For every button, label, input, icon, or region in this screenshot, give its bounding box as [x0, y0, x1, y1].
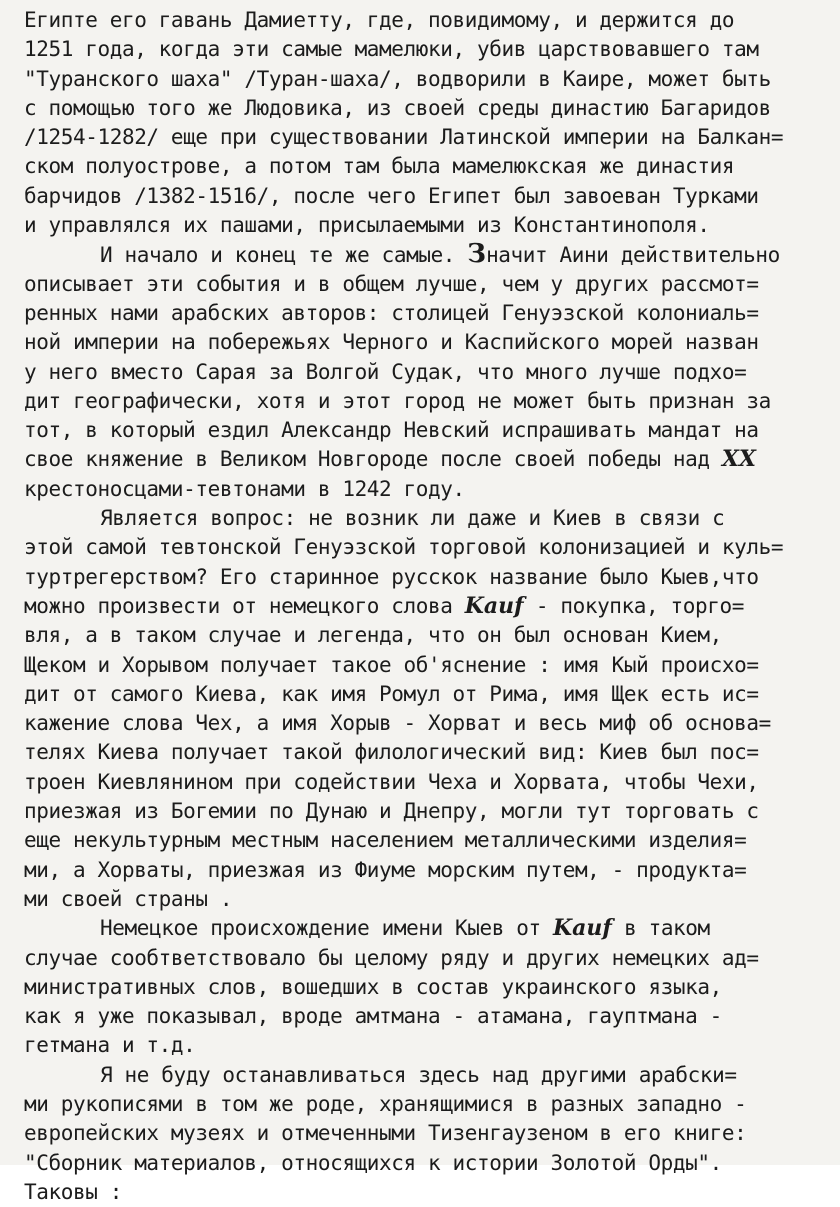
paragraph-first-line: Я не буду останавливаться здесь над другими арабски= — [100, 1062, 737, 1087]
text-line — [24, 592, 836, 621]
text-line: ми своей страны . — [24, 886, 233, 911]
text-line: ной империи на побережьях Черного и Каспийского морей назван — [24, 330, 759, 355]
text-line: министративных слов, вошедших в состав украинского языка, — [24, 974, 722, 999]
text-run: - покупка, торго= — [523, 593, 744, 618]
text-line: ми, а Хорваты, приезжая из Фиуме морским путем, - продукта= — [24, 857, 747, 882]
text-line: 1251 года, когда эти самые мамелюки, убив царствовавшего там — [24, 37, 759, 62]
text-line: ском полуострове, а потом там была мамелюкская же династия — [24, 154, 735, 179]
text-line: как я уже показывал, вроде амтмана - атамана, гауптмана - — [24, 1004, 722, 1029]
text-line: у него вместо Сарая за Волгой Судак, что много лучше подхо= — [24, 359, 747, 384]
text-line: "Туранского шаха" /Туран-шаха/, водворили в Каире, может быть — [24, 66, 771, 91]
handwritten-mark: ХХ — [721, 446, 756, 473]
document-text — [24, 6, 836, 1207]
text-line: этой самой тевтонской Генуэзской торговой колонизацией и куль= — [24, 535, 784, 560]
text-run: можно произвести от немецкого слова — [24, 593, 465, 618]
text-line: /1254-1282/ еще при существовании Латинской империи на Балкан= — [24, 125, 784, 150]
text-line: тот, в который ездил Александр Невский испрашивать мандат на — [24, 418, 759, 443]
text-line: ми рукописями в том же роде, хранящимися в разных западно - — [24, 1091, 747, 1116]
text-line: и управлялся их пашами, присылаемыми из Константинополя. — [24, 213, 710, 238]
text-line: описывает эти события и в общем лучше, чем у других рассмот= — [24, 271, 759, 296]
text-line: туртрегерством? Его старинное русскок название было Кыев,что — [24, 564, 759, 589]
text-line: троен Киевлянином при содействии Чеха и Хорвата, чтобы Чехи, — [24, 769, 759, 794]
text-line: европейских музеях и отмеченными Тизенгаузеном в его книге: — [24, 1121, 747, 1146]
text-run: свое княжение в Великом Новгороде после своей победы над — [24, 447, 722, 472]
text-line: с помощью того же Людовика, из своей среды династию Багаридов — [24, 95, 771, 120]
text-line: случае сообтветствовало бы целому ряду и других немецких ад= — [24, 945, 759, 970]
text-line: барчидов /1382-1516/, после чего Египет был завоеван Турками — [24, 183, 759, 208]
text-line: еще некультурным местным населением металлическими изделия= — [24, 828, 747, 853]
text-line: дит от самого Киева, как имя Ромул от Рима, имя Щек есть ис= — [24, 681, 759, 706]
paragraph-first-line — [24, 914, 836, 943]
text-line: кажение слова Чех, а имя Хорыв - Хорват и весь миф об основа= — [24, 711, 771, 736]
paragraph-first-line — [24, 240, 836, 269]
text-line — [24, 445, 836, 474]
handwritten-word: Kauf — [553, 915, 612, 942]
text-line: Щеком и Хорывом получает такое об'яснение : имя Кый происхо= — [24, 652, 759, 677]
text-line: телях Киева получает такой филологический вид: Киев был пос= — [24, 740, 759, 765]
text-run: начит Аини действительно — [486, 243, 780, 268]
text-line: дит географически, хотя и этот город не может быть признан за — [24, 388, 771, 413]
handwritten-correction: З — [467, 239, 487, 270]
text-line: ренных нами арабских авторов: столицей Генуэзской колониаль= — [24, 300, 759, 325]
text-run: И начало и конец те же самые. — [100, 243, 468, 268]
text-run: в таком — [611, 916, 710, 941]
text-run: Немецкое происхождение имени Кыев от — [100, 916, 553, 941]
text-line: вля, а в таком случае и легенда, что он был основан Кием, — [24, 623, 722, 648]
text-line: гетмана и т.д. — [24, 1033, 196, 1058]
text-line: приезжая из Богемии по Дунаю и Днепру, могли тут торговать с — [24, 799, 759, 824]
paragraph-first-line: Является вопрос: не возник ли даже и Киев в связи с — [100, 506, 725, 531]
handwritten-word: Kauf — [464, 592, 524, 619]
text-line: крестоносцами-тевтонами в 1242 году. — [24, 476, 465, 501]
text-line: Египте его гавань Дамиетту, где, повидимому, и держится до — [24, 8, 735, 32]
text-line: Таковы : — [24, 1179, 122, 1204]
text-line: "Сборник материалов, относящихся к истории Золотой Орды". — [24, 1150, 722, 1175]
